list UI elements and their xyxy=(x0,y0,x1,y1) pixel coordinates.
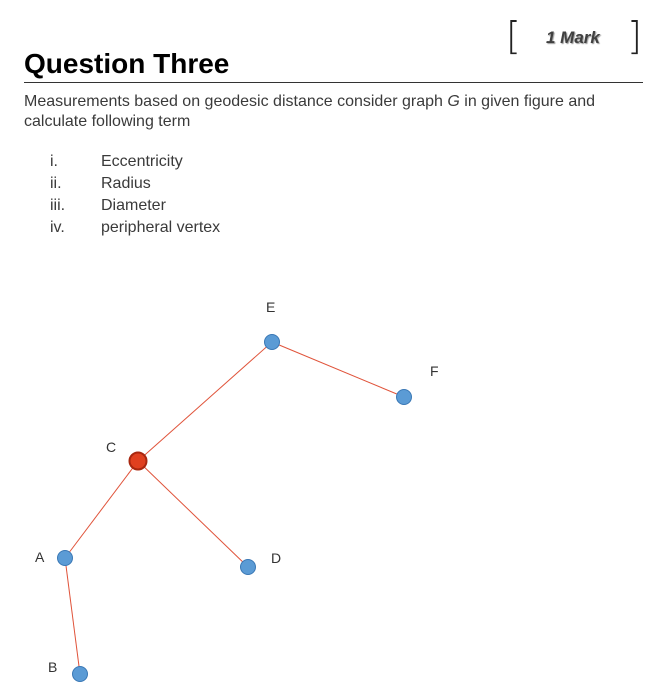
list-item-numeral: iii. xyxy=(50,197,66,214)
node-label-d: D xyxy=(271,550,282,566)
node-a xyxy=(58,551,73,566)
list-item-label: peripheral vertex xyxy=(101,219,221,236)
list-item-label: Radius xyxy=(101,175,151,192)
list-item-numeral: ii. xyxy=(50,175,62,192)
list-item-numeral: iv. xyxy=(50,219,65,236)
list-item-label: Diameter xyxy=(101,197,166,214)
list-item-numeral: i. xyxy=(50,153,58,170)
node-label-f: F xyxy=(430,363,439,379)
mark-label: 1 Mark xyxy=(546,28,600,47)
edge-c-a xyxy=(65,461,138,558)
right-bracket-icon: ] xyxy=(627,14,642,58)
edge-e-f xyxy=(272,342,404,397)
node-b xyxy=(73,667,88,682)
node-label-a: A xyxy=(35,549,45,565)
question-title: Question Three xyxy=(24,48,230,79)
edge-a-b xyxy=(65,558,80,674)
edge-c-d xyxy=(138,461,248,567)
node-label-b: B xyxy=(48,659,58,675)
graph-labels xyxy=(35,299,439,675)
node-c xyxy=(130,453,147,470)
graph-nodes xyxy=(58,335,412,682)
graph-symbol: G xyxy=(447,93,460,110)
node-f xyxy=(397,390,412,405)
list-item-label: Eccentricity xyxy=(101,153,183,170)
prompt-text-before: Measurements based on geodesic distance consider graph xyxy=(24,93,448,110)
left-bracket-icon: [ xyxy=(506,14,521,58)
node-label-c: C xyxy=(106,439,117,455)
prompt-text-after: in given figure and calculate following term xyxy=(24,93,596,130)
graph-edges xyxy=(65,342,404,674)
node-d xyxy=(241,560,256,575)
edge-c-e xyxy=(138,342,272,461)
node-e xyxy=(265,335,280,350)
node-label-e: E xyxy=(266,299,276,315)
